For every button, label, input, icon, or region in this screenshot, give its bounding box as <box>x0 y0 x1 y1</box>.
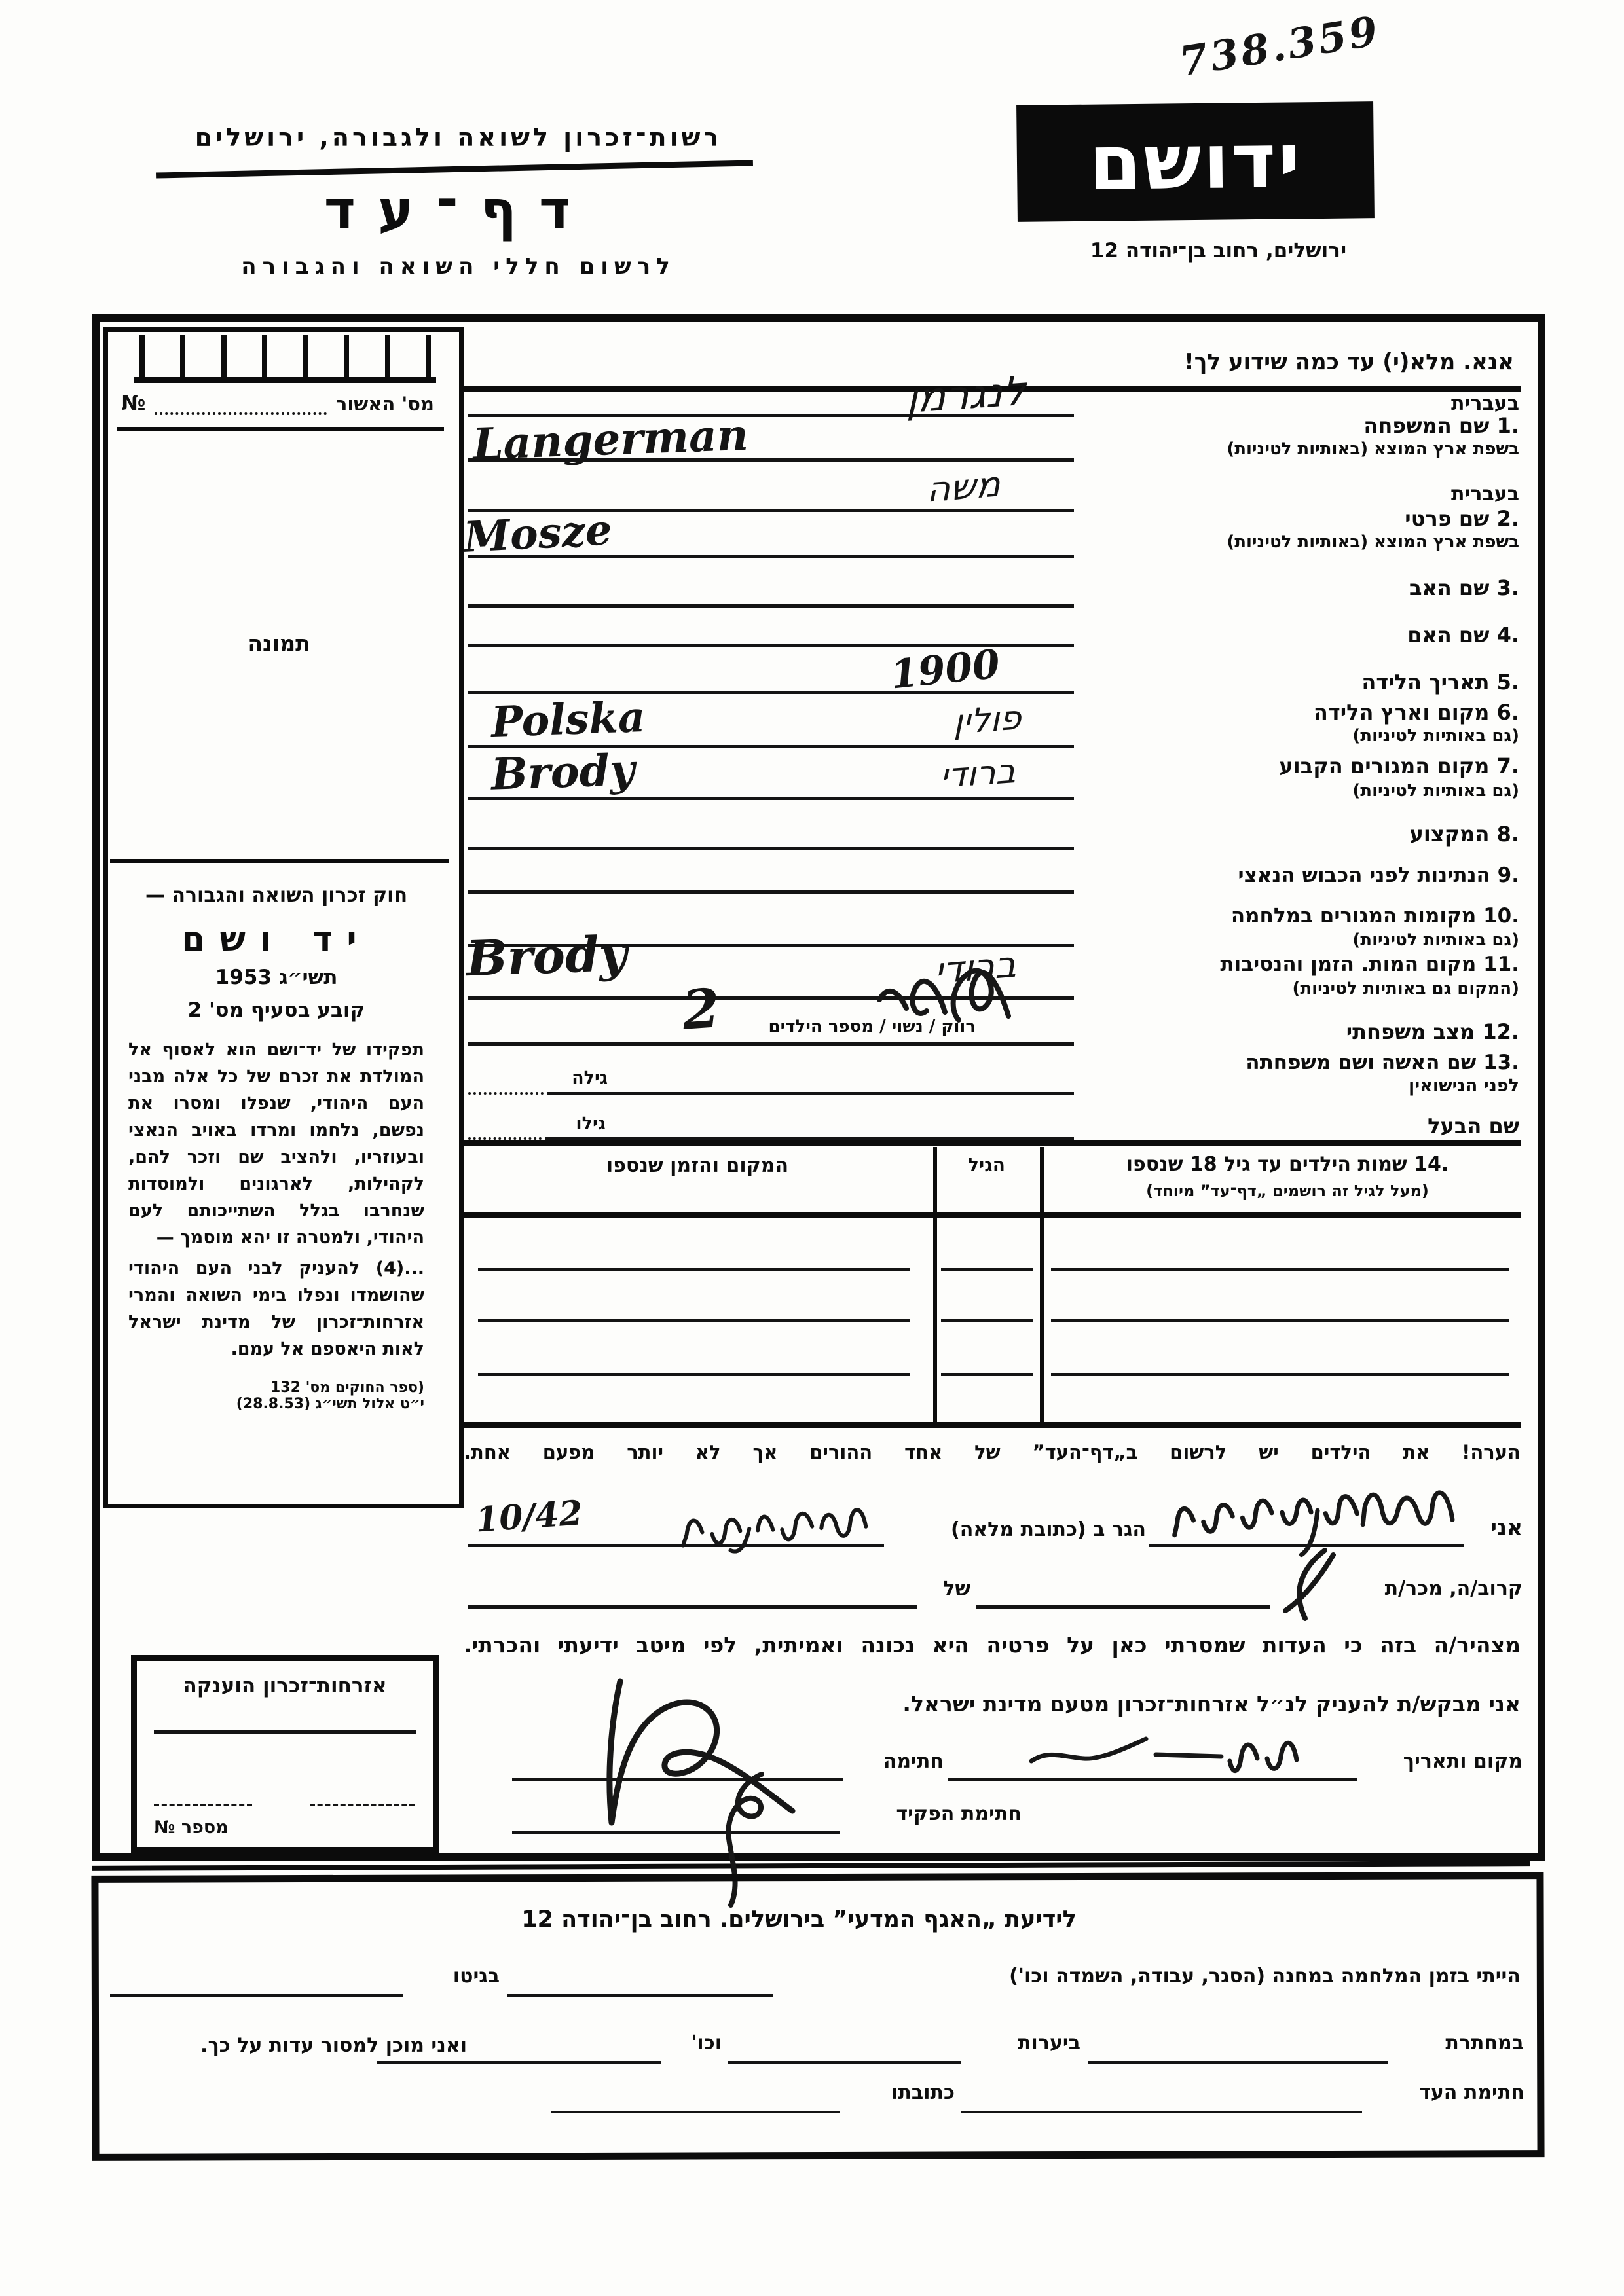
form-title: דף־עד <box>323 179 593 242</box>
field-label-first-name <box>1090 505 1519 532</box>
field-label-wartime-residences <box>1090 903 1519 930</box>
children-names-header <box>1056 1152 1519 1177</box>
handwritten-death-place-latin: Brody <box>465 925 629 988</box>
his-age-label: גילו <box>576 1114 606 1134</box>
field-number: 2. <box>1496 506 1519 531</box>
declaration-statement: מצהיר/ה בזה כי העדות שמסרתי כאן על פרטיה היא נכונה ואמיתית, לפי מיטב ידיעתי והכרתי. <box>464 1632 1521 1658</box>
writing-line <box>547 1092 1074 1095</box>
handwritten-first-name-hebrew: משה <box>925 463 1007 511</box>
table-row-line <box>1051 1268 1509 1271</box>
forests-answer-line <box>728 2061 961 2064</box>
yad-vashem-logo <box>1016 101 1375 222</box>
underground-label: במחתרת <box>1445 2032 1524 2054</box>
field-title: שם המשפחה <box>1363 413 1490 438</box>
field-note-latin-letters: בשפת ארץ המוצא (באותיות לטיניות) <box>1227 439 1519 459</box>
age-dotted-leader <box>468 1137 542 1140</box>
stamp-box-title: אזרחות־זכרון הוענקה <box>183 1674 387 1698</box>
relation-handwriting-scribble <box>1276 1545 1338 1624</box>
field-note-latin-letters: (גם באותיות לטיניות) <box>1352 781 1519 801</box>
table-row-line <box>941 1373 1033 1376</box>
table-row-line <box>478 1373 910 1376</box>
relation-line <box>976 1605 1270 1609</box>
field-label-family-status <box>1090 1019 1519 1046</box>
law-body: תפקידו של יד־ושם הוא לאסוף אל המולדת את זכרם של כל אלה מבני העם היהודי, שנפלו ומסרו את נפשם, נלחמו ומרדו באויב הנאצי ובעוזריו, ולהציב שם וזכר להם, לקהילות, לארגונים ולמוסדות שנחרבו בגלל השתייכותם לעם היהודי, ולמטרה זו יהא מוסמך — <box>128 1039 424 1248</box>
field-title: שם האב <box>1409 575 1490 600</box>
law-clause: קובע בסעיף מס' 2 <box>187 998 365 1022</box>
left-panel-divider <box>110 859 449 863</box>
handwritten-birth-country-latin: Polska <box>490 692 646 748</box>
relation-label: קרוב/ה, מכר/ת <box>1384 1577 1522 1600</box>
underground-answer-line <box>1088 2061 1388 2064</box>
handwritten-children-count: 2 <box>680 977 722 1042</box>
field-note-latin-letters: בשפת ארץ המוצא (באותיות לטיניות) <box>1227 532 1519 552</box>
table-row-line <box>941 1319 1033 1322</box>
willing-to-testify-label: ואני מוכן למסור עדות על כך. <box>200 2034 467 2057</box>
field-note-latin-letters: (גם באותיות לטיניות) <box>1352 726 1519 746</box>
of-label: של <box>942 1577 970 1601</box>
marital-status-scribble <box>871 938 1022 1049</box>
law-year: תשי״ג 1953 <box>215 965 338 989</box>
field-title: מקום המגורים הקבוע <box>1279 754 1490 778</box>
photo-placeholder-label: תמונה <box>248 630 310 656</box>
law-excerpt <box>128 883 424 1412</box>
handwritten-family-name-latin: Langerman <box>471 409 749 470</box>
field-label-family-name <box>1090 412 1519 439</box>
scientific-division-title: לידיעת „האגף המדעי” בירושלים. רחוב בן־יהודה 12 <box>521 1906 1077 1933</box>
field-title: שם האשה ושם משפחתה <box>1246 1051 1477 1074</box>
approval-number-line <box>155 389 327 415</box>
writing-line <box>468 691 1074 694</box>
field-number: 8. <box>1496 822 1519 847</box>
citizenship-stamp-box <box>131 1655 439 1853</box>
witness-address-label: כתובתו <box>891 2081 955 2104</box>
children-place-time-header: המקום והזמן שנספו <box>606 1154 789 1177</box>
field-note-latin-letters: (גם באותיות לטיניות) <box>1352 930 1519 950</box>
stamp-numero-symbol: № <box>154 1817 175 1838</box>
table-row-line <box>1051 1319 1509 1322</box>
field-label-birth-place <box>1090 699 1519 726</box>
etc-answer-line <box>377 2061 661 2064</box>
table-vertical-line <box>933 1147 937 1427</box>
stamp-box-short-line-left <box>154 1804 252 1806</box>
clerk-signature-label: חתימת הפקיד <box>896 1802 1022 1825</box>
law-ref-1: (ספר החוקים מס' 132 <box>270 1379 424 1396</box>
marital-status-options: רווק / נשוי / מספר הילדים <box>768 1017 976 1036</box>
table-vertical-line <box>1040 1147 1044 1427</box>
declaration-resides-label: הגר ב (כתובת מלאה) <box>950 1518 1146 1541</box>
field-number: 12. <box>1482 1019 1519 1044</box>
field-title: מקום וארץ הלידה <box>1313 700 1490 725</box>
field-label-place-of-death <box>1090 952 1519 978</box>
field-number: 1. <box>1496 413 1519 438</box>
approval-number-row <box>121 389 434 415</box>
field-number: 11. <box>1483 953 1519 976</box>
field-label-mother-name <box>1090 622 1519 649</box>
law-heading: חוק זכרון השואה והגבורה — <box>145 884 408 907</box>
stamp-box-line <box>154 1730 416 1734</box>
children-names-title: שמות הילדים עד גיל 18 שנספו <box>1126 1153 1407 1176</box>
handwritten-first-name-latin: Mosze <box>462 505 614 562</box>
handwritten-family-name-hebrew: לנגרמן <box>904 366 1035 423</box>
place-and-date-label: מקום ותאריך <box>1403 1750 1522 1773</box>
field-number: 4. <box>1496 623 1519 647</box>
ghetto-answer-line <box>110 1994 403 1997</box>
field-number: 14. <box>1414 1153 1449 1176</box>
approval-number-label: מס' האשור <box>335 393 434 415</box>
stamp-number-label: מספר <box>181 1817 229 1838</box>
ghetto-label: בגיטו <box>452 1965 500 1988</box>
handwritten-birth-country-hebrew: פולין <box>951 698 1027 742</box>
authority-name: רשות־זכרון לשואה ולגבורה, ירושלים <box>194 123 722 152</box>
declarant-address-handwriting-scribble <box>662 1490 874 1556</box>
field-pre-label-hebrew-2: בעברית <box>1451 483 1519 505</box>
law-ref-2: י״ט אלול תשי״ג (28.8.53) <box>236 1395 424 1412</box>
children-registration-note: הערה! את הילדים יש לרשום ב„דף־העד” של אחד ההורים אך לא יותר מפעם אחת. <box>464 1441 1521 1463</box>
table-row-line <box>478 1319 910 1322</box>
children-age-header: הגיל <box>968 1154 1005 1176</box>
writing-line <box>468 847 1074 850</box>
handwritten-birth-year: 1900 <box>888 641 1003 699</box>
double-rule <box>92 1861 1530 1871</box>
field-title: תאריך הלידה <box>1361 670 1490 695</box>
writing-line <box>468 890 1074 894</box>
field-label-citizenship <box>1090 863 1519 889</box>
relation-of-line <box>468 1605 917 1609</box>
yad-vashem-logo-text: ידושם <box>1088 116 1303 208</box>
writing-line <box>468 604 1074 608</box>
field-number: 6. <box>1496 700 1519 725</box>
stamp-box-number-row <box>154 1817 229 1838</box>
forests-label: ביערות <box>1018 2032 1080 2054</box>
fill-in-instruction: אנא. מלא(י) עד כמה שידוע לך! <box>1184 349 1514 375</box>
children-names-note: (מעל לגיל זה רושמים „דף־עד” מיוחד) <box>1146 1182 1429 1200</box>
handwritten-death-place-hebrew: ברודי <box>932 943 1023 993</box>
handwritten-residence-hebrew: ברודי <box>938 752 1022 796</box>
field-number: 10. <box>1483 904 1519 928</box>
witness-address-line <box>551 2111 840 2113</box>
field-number: 13. <box>1483 1051 1519 1074</box>
field-pre-label-hebrew-1: בעברית <box>1451 392 1519 415</box>
form-subtitle: לרשום חללי השואה והגבורה <box>241 253 676 280</box>
field-label-permanent-residence <box>1090 753 1519 780</box>
law-clause-4: ...(4) להעניק לבני העם היהודי שהושמדו ונפלו בימי השואה והמרי אזרחות־זכרון של מדינת ישראל לאות היאספם אל עמם. <box>128 1258 424 1359</box>
field-title: מצב משפחתי <box>1346 1019 1475 1044</box>
field-label-husband-name: שם הבעל <box>1428 1114 1519 1139</box>
table-bottom-rule <box>464 1422 1521 1428</box>
etc-label: וכו' <box>691 2032 722 2054</box>
declaration-request: אני מבקש/ת להעניק לנ״ל אזרחות־זכרון מטעם מדינת ישראל. <box>902 1691 1521 1717</box>
field-title: מקומות המגורים במלחמה <box>1230 904 1477 928</box>
witness-signature-line <box>961 2111 1362 2113</box>
field-number: 3. <box>1496 575 1519 600</box>
field-note-latin-letters: (המקום גם באותיות לטיניות) <box>1292 979 1519 998</box>
address-line: ירושלים, רחוב בן־יהודה 12 <box>1090 239 1347 263</box>
authority-underline <box>156 160 753 178</box>
archival-number-handwritten: 738.359 <box>1176 7 1384 86</box>
table-row-line <box>478 1268 910 1271</box>
age-dotted-leader <box>468 1092 544 1095</box>
field-note-before-marriage: לפני הנישואין <box>1408 1076 1519 1096</box>
wartime-camp-label: הייתי בזמן המלחמה במחנה (הסגר, עבודה, השמדה וכו') <box>1009 1965 1521 1988</box>
field-number: 5. <box>1496 670 1519 695</box>
table-top-divider <box>464 1140 1521 1146</box>
declarant-address-number-handwritten: 10/42 <box>474 1493 584 1540</box>
handwritten-residence-latin: Brody <box>490 744 636 800</box>
filing-comb-marks <box>134 335 436 383</box>
numero-symbol: № <box>121 392 146 415</box>
table-header-rule <box>464 1212 1521 1218</box>
field-title: מקום המות. הזמן והנסיבות <box>1220 953 1477 976</box>
field-number: 7. <box>1496 754 1519 778</box>
law-yad-vashem-name: יד ושם <box>181 919 371 959</box>
field-label-father-name <box>1090 575 1519 602</box>
field-label-birth-date <box>1090 669 1519 696</box>
table-row-line <box>941 1268 1033 1271</box>
stamp-box-short-line-right <box>310 1804 415 1806</box>
field-number: 9. <box>1497 864 1519 887</box>
camp-answer-line <box>507 1994 773 1997</box>
signature-label: חתימה <box>883 1750 944 1773</box>
field-label-wife-name <box>1090 1050 1519 1076</box>
field-title: שם פרטי <box>1405 506 1490 531</box>
approval-underline <box>117 427 444 431</box>
field-title: שם האם <box>1407 623 1490 647</box>
table-row-line <box>1051 1373 1509 1376</box>
field-title: המקצוע <box>1409 822 1490 847</box>
field-label-profession <box>1090 821 1519 848</box>
field-title: הנתינות לפני הכבוש הנאצי <box>1238 864 1490 887</box>
her-age-label: גילה <box>572 1068 608 1088</box>
declaration-i-label: אני <box>1490 1514 1522 1540</box>
place-and-date-handwriting-scribble <box>1022 1721 1303 1783</box>
witness-signature-label: חתימת העד <box>1419 2081 1524 2104</box>
